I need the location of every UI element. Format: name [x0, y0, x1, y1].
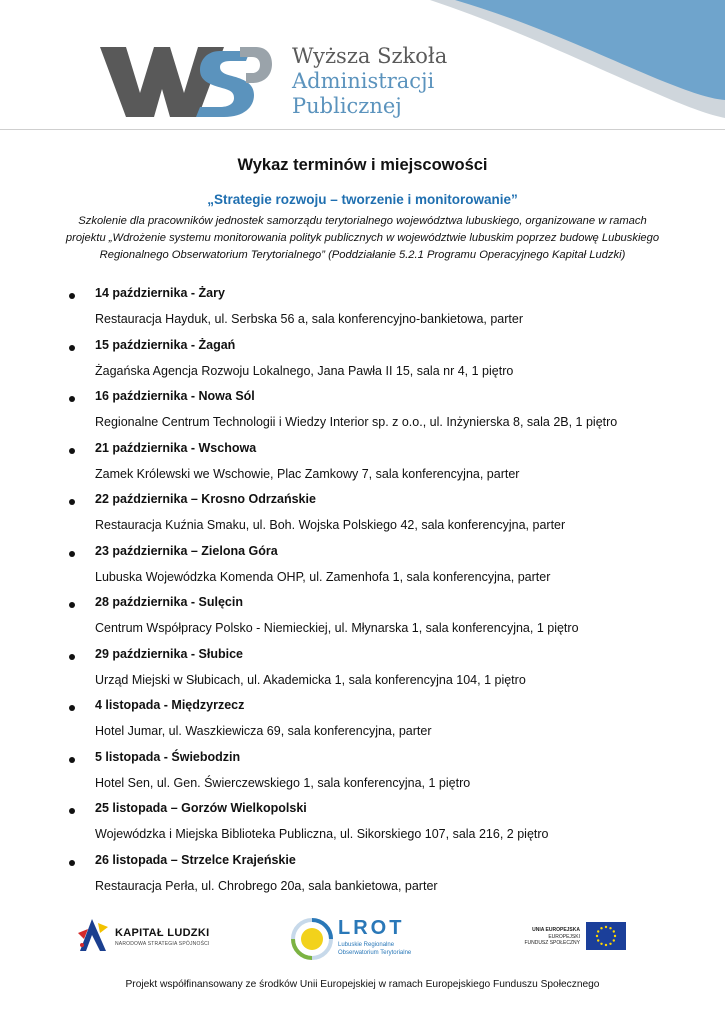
entry-date-location: 23 października – Zielona Góra — [95, 543, 278, 558]
list-item — [0, 336, 725, 388]
bullet-icon — [69, 499, 75, 505]
entry-venue: Centrum Współpracy Polsko - Niemieckiej, ul. Młynarska 1, sala konferencyjna, 1 piętro — [95, 621, 579, 635]
eu-flag-icon — [586, 922, 626, 950]
bullet-icon — [69, 345, 75, 351]
entry-venue: Restauracja Perła, ul. Chrobrego 20a, sala bankietowa, parter — [95, 878, 438, 893]
list-item — [0, 645, 725, 697]
letterhead — [0, 0, 725, 130]
list-item — [0, 387, 725, 439]
school-name-line1: Wyższa Szkoła — [292, 44, 448, 68]
cofinancing-note: Projekt współfinansowany ze środków Unii Europejskiej w ramach Europejskiego Funduszu Społecznego — [125, 979, 600, 990]
lrot-sublabel — [338, 941, 411, 957]
entry-date-location: 29 października - Słubice — [95, 646, 243, 661]
entry-venue: Restauracja Kuźnia Smaku, ul. Boh. Wojska Polskiego 42, sala konferencyjna, parter — [95, 518, 566, 532]
entry-date-location: 15 października - Żagań — [95, 337, 236, 352]
eu-label-line2: EUROPEJSKI — [548, 933, 580, 940]
school-name-line2: Administracji — [292, 69, 435, 93]
bullet-icon — [69, 705, 75, 711]
kapital-ludzki-sublabel: NARODOWA STRATEGIA SPÓJNOŚCI — [115, 941, 210, 947]
lrot-logo-icon — [290, 917, 334, 961]
entry-date-location: 25 listopada – Gorzów Wielkopolski — [95, 801, 307, 815]
school-name-line3: Publicznej — [292, 94, 402, 118]
entry-date-location: 5 listopada - Świebodzin — [95, 749, 241, 764]
eu-label-line1: UNIA EUROPEJSKA — [532, 927, 580, 933]
entry-venue: Restauracja Hayduk, ul. Serbska 56 a, sala konferencyjno-bankietowa, parter — [95, 312, 524, 326]
bullet-icon — [69, 808, 75, 814]
bullet-icon — [69, 551, 75, 557]
entry-date-location: 14 października - Żary — [95, 286, 225, 300]
entry-venue: Urząd Miejski w Słubicach, ul. Akademicka 1, sala konferencyjna 104, 1 piętro — [95, 672, 526, 687]
list-item — [0, 696, 725, 748]
list-item — [0, 542, 725, 594]
sponsor-logos — [0, 905, 725, 965]
schedule-list — [0, 284, 725, 902]
list-item — [0, 748, 725, 800]
eu-label — [520, 927, 580, 947]
entry-venue: Żagańska Agencja Rozwoju Lokalnego, Jana Pawła II 15, sala nr 4, 1 piętro — [95, 363, 514, 378]
entry-venue: Lubuska Wojewódzka Komenda OHP, ul. Zamenhofa 1, sala konferencyjna, parter — [95, 569, 551, 584]
kapital-ludzki-logo-icon — [76, 915, 110, 955]
entry-venue: Wojewódzka i Miejska Biblioteka Publiczna, ul. Sikorskiego 107, sala 216, 2 piętro — [95, 827, 549, 841]
bullet-icon — [69, 757, 75, 763]
school-name — [292, 44, 447, 119]
lrot-sublabel-line1: Lubuskie Regionalne — [338, 942, 395, 948]
header-divider — [0, 129, 725, 130]
entry-venue: Regionalne Centrum Technologii i Wiedzy Interior sp. z o.o., ul. Inżynierska 8, sala 2B, 1 piętro — [95, 415, 618, 429]
bullet-icon — [69, 396, 75, 402]
lrot-label: LROT — [338, 917, 405, 939]
list-item — [0, 799, 725, 851]
entry-date-location: 16 października - Nowa Sól — [95, 389, 255, 403]
list-item — [0, 439, 725, 491]
entry-venue: Hotel Sen, ul. Gen. Świerczewskiego 1, sala konferencyjna, 1 piętro — [95, 775, 471, 790]
bullet-icon — [69, 860, 75, 866]
bullet-icon — [69, 448, 75, 454]
entry-venue: Zamek Królewski we Wschowie, Plac Zamkowy 7, sala konferencyjna, parter — [95, 466, 520, 481]
entry-date-location: 21 października - Wschowa — [95, 440, 257, 455]
bullet-icon — [69, 602, 75, 608]
entry-date-location: 26 listopada – Strzelce Krajeńskie — [95, 852, 296, 867]
list-item — [0, 593, 725, 645]
list-item — [0, 490, 725, 542]
entry-venue: Hotel Jumar, ul. Waszkiewicza 69, sala konferencyjna, parter — [95, 724, 432, 738]
list-item — [0, 851, 725, 903]
wsap-logo — [100, 45, 272, 119]
lrot-sublabel-line2: Obserwatorium Terytorialne — [338, 950, 412, 956]
entry-date-location: 4 listopada - Międzyrzecz — [95, 698, 245, 712]
training-description: Szkolenie dla pracowników jednostek samorządu terytorialnego województwa lubuskiego, organizowane w ramach projektu „Wdrożenie systemu monitorowania polityk publicznych w województwie lubuskim poprzez budowę Lubuskiego Regionalnego Obserwatorium Terytorialnego” (Poddziałanie 5.2.1 Programu Operacyjnego Kapitał Ludzki) — [65, 215, 660, 261]
bullet-icon — [69, 654, 75, 660]
entry-date-location: 22 października – Krosno Odrzańskie — [95, 492, 316, 506]
kapital-ludzki-label: KAPITAŁ LUDZKI — [115, 927, 210, 939]
entry-date-location: 28 października - Sulęcin — [95, 595, 243, 609]
eu-label-line3: FUNDUSZ SPOŁECZNY — [524, 940, 580, 946]
training-title: „Strategie rozwoju – tworzenie i monitorowanie” — [207, 192, 518, 207]
page-title: Wykaz terminów i miejscowości — [237, 156, 488, 174]
bullet-icon — [69, 293, 75, 299]
list-item — [0, 284, 725, 336]
